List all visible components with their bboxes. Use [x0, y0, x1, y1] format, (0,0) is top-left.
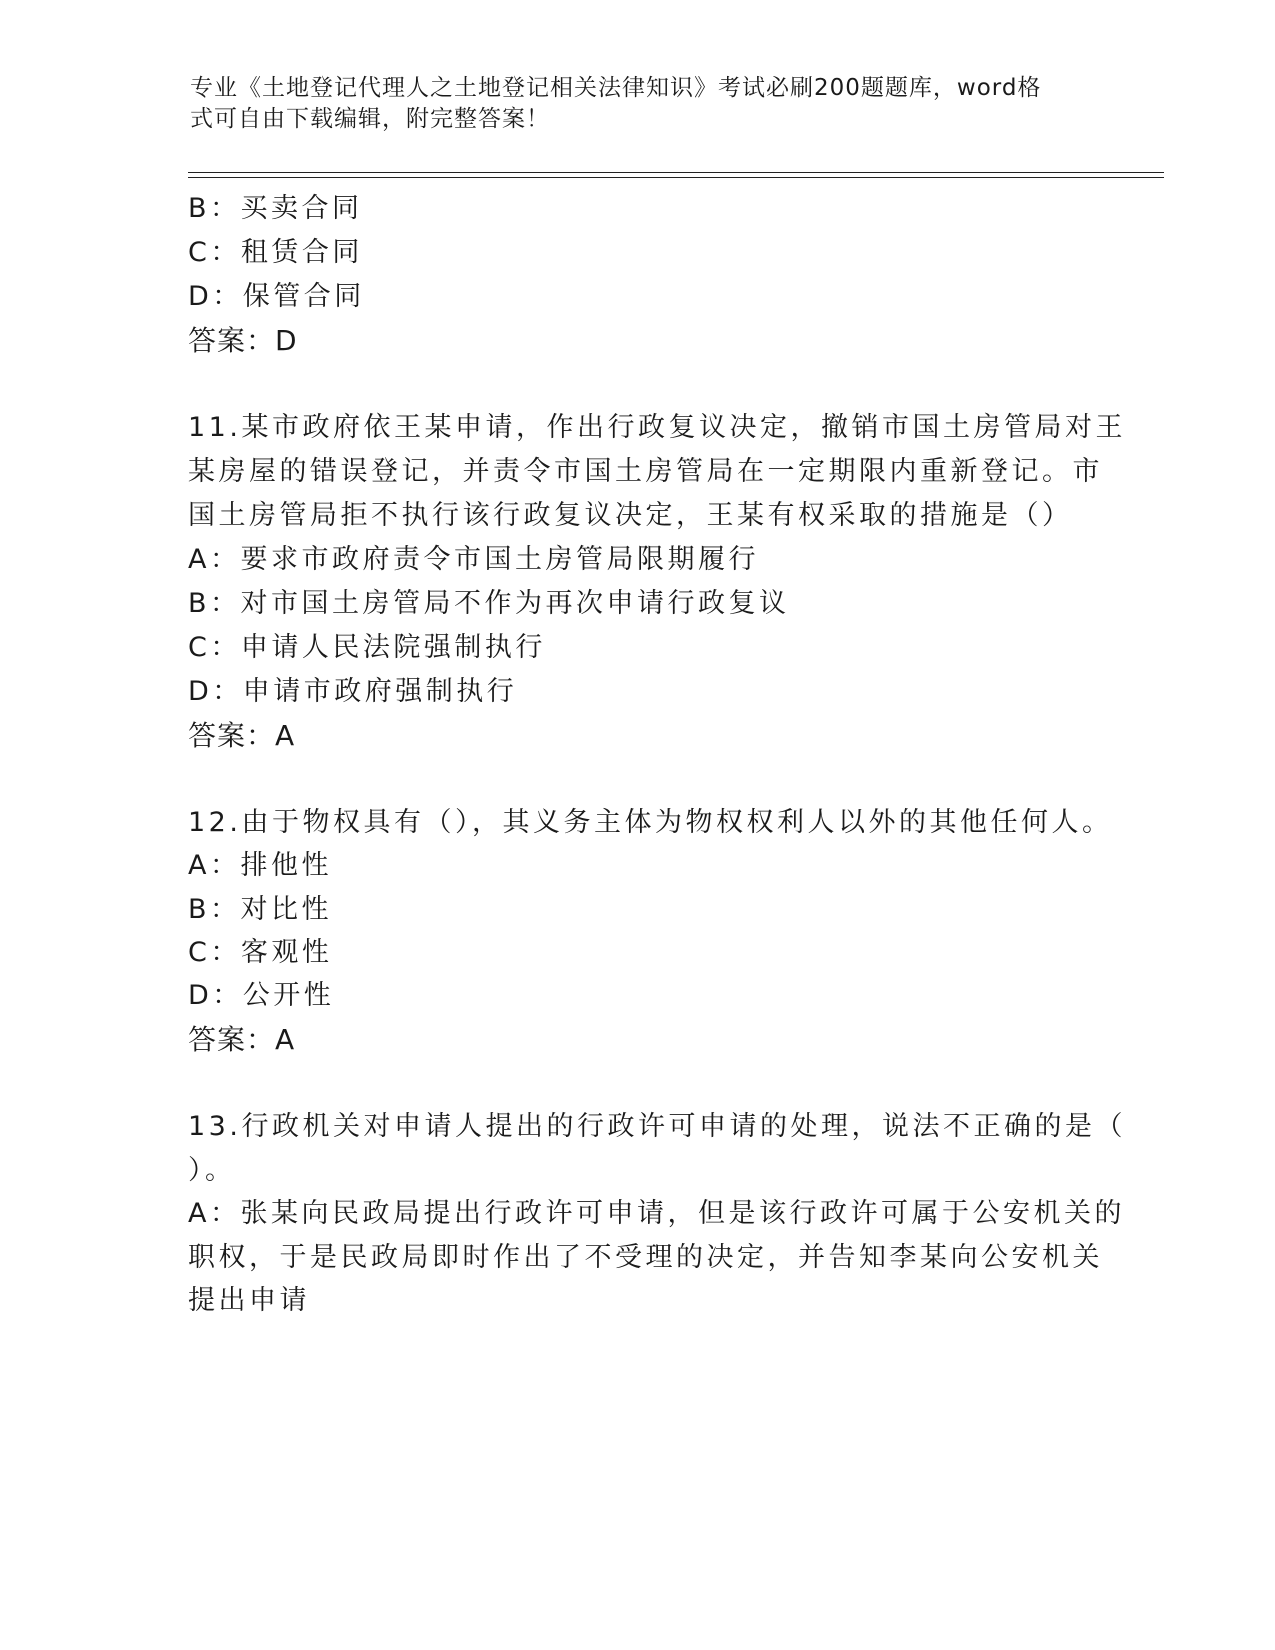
document-header-line-1: 专业《土地登记代理人之土地登记相关法律知识》考试必刷200题题库，word格 — [190, 75, 1042, 101]
q11-text-line-3: 国土房管局拒不执行该行政复议决定，王某有权采取的措施是（） — [188, 500, 1073, 531]
q12-option-d: D：公开性 — [188, 980, 335, 1011]
q10-option-c: C：租赁合同 — [188, 237, 363, 268]
q11-option-b: B：对市国土房管局不作为再次申请行政复议 — [188, 588, 790, 619]
q11-option-c: C：申请人民法院强制执行 — [188, 632, 546, 663]
q13-option-a-line-2: 职权，于是民政局即时作出了不受理的决定，并告知李某向公安机关 — [188, 1242, 1103, 1273]
document-header-line-2: 式可自由下载编辑，附完整答案！ — [190, 106, 550, 132]
q11-option-d: D：申请市政府强制执行 — [188, 676, 518, 707]
q13-option-a-line-3: 提出申请 — [188, 1285, 310, 1316]
q13-option-a-line-1: A：张某向民政局提出行政许可申请，但是该行政许可属于公安机关的 — [188, 1198, 1125, 1229]
q12-option-b: B：对比性 — [188, 894, 333, 925]
q12-text-line-1: 12.由于物权具有（），其义务主体为物权权利人以外的其他任何人。 — [188, 807, 1113, 838]
q10-option-b: B：买卖合同 — [188, 193, 363, 224]
q12-option-c: C：客观性 — [188, 937, 333, 968]
q11-text-line-2: 某房屋的错误登记，并责令市国土房管局在一定期限内重新登记。市 — [188, 456, 1103, 487]
q12-option-a: A：排他性 — [188, 850, 332, 881]
q12-answer: 答案：A — [188, 1023, 296, 1056]
q10-answer: 答案：D — [188, 324, 298, 357]
q11-answer: 答案：A — [188, 719, 296, 752]
q13-text-line-2: ）。 — [188, 1155, 236, 1186]
header-divider-bottom — [188, 177, 1164, 178]
q10-option-d: D：保管合同 — [188, 281, 365, 312]
q13-text-line-1: 13.行政机关对申请人提出的行政许可申请的处理，说法不正确的是（ — [188, 1111, 1126, 1142]
header-divider-top — [188, 172, 1164, 173]
q11-option-a: A：要求市政府责令市国土房管局限期履行 — [188, 544, 759, 575]
q11-text-line-1: 11.某市政府依王某申请，作出行政复议决定，撤销市国土房管局对王 — [188, 412, 1126, 443]
